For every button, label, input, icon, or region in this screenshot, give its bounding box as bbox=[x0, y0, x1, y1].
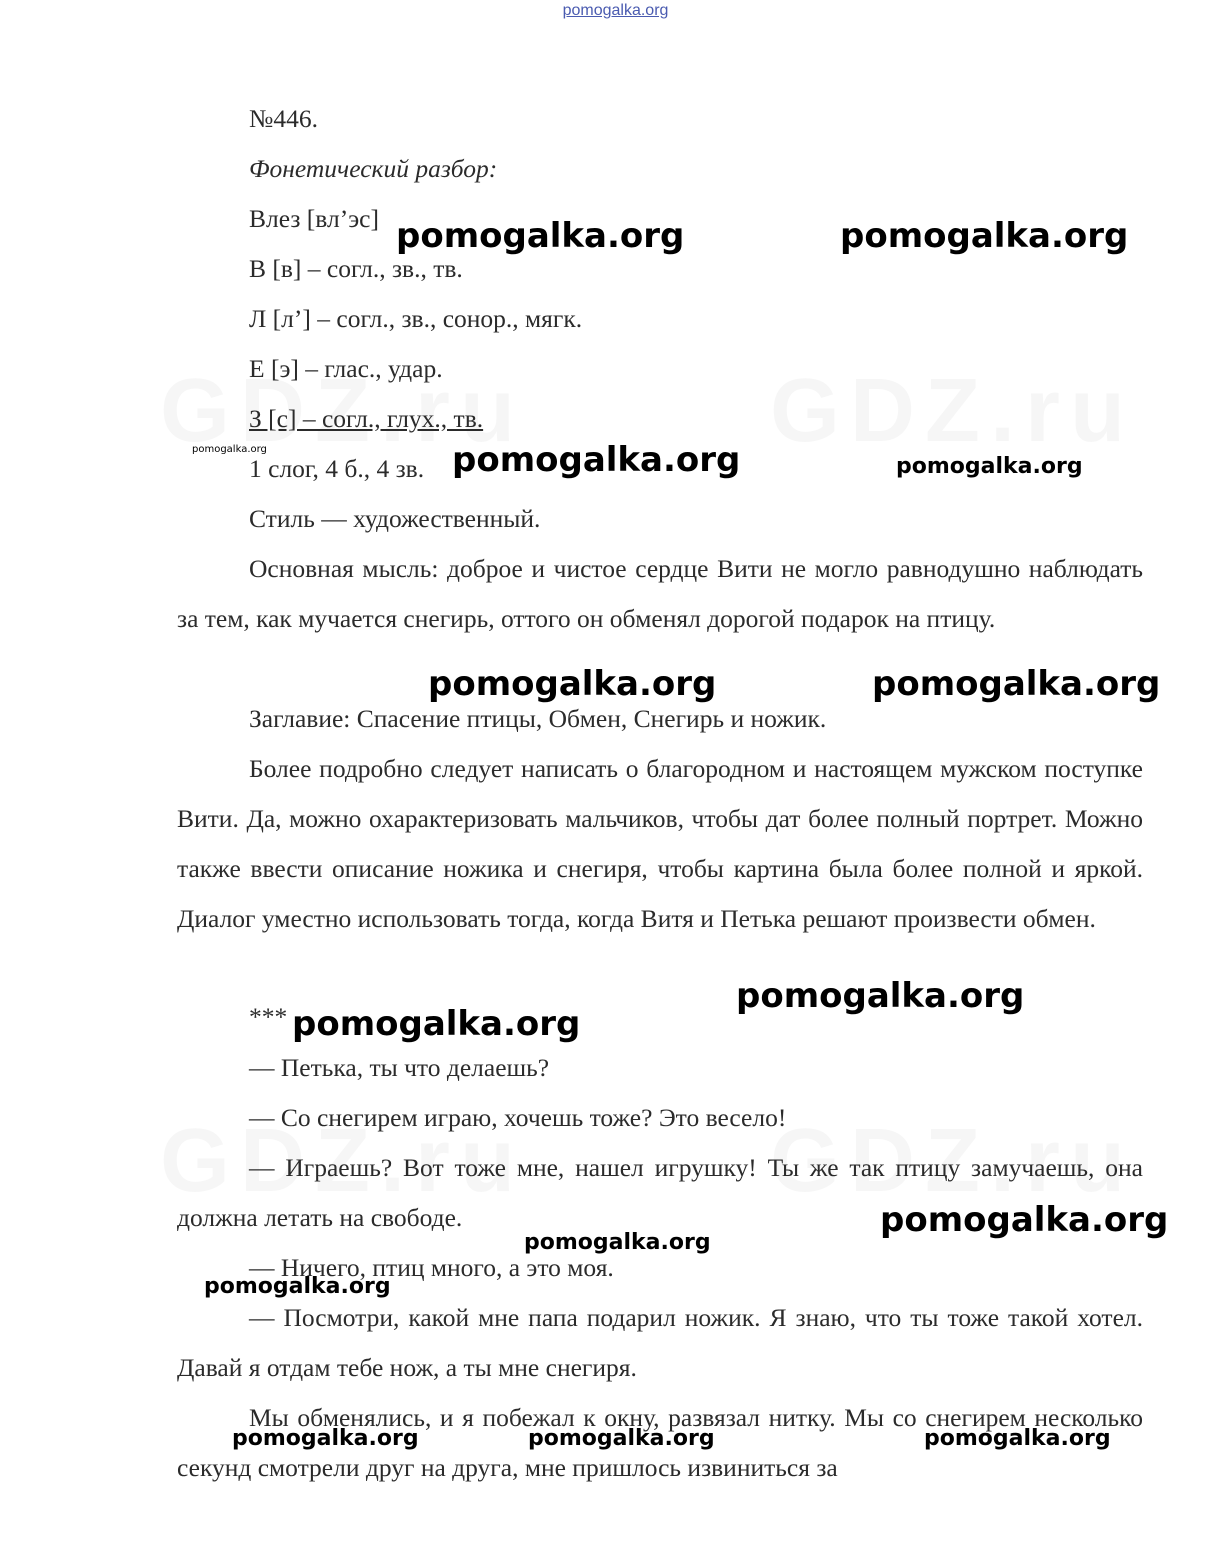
watermark-overlay: pomogalka.org bbox=[232, 1426, 419, 1451]
section-heading: Фонетический разбор: bbox=[249, 154, 498, 183]
separator: *** bbox=[249, 1002, 288, 1031]
watermark-overlay: pomogalka.org bbox=[396, 216, 685, 256]
main-idea-paragraph: Основная мысль: доброе и чистое сердце Вити не могло равнодушно наблюдать за тем, как мучается снегирь, оттого он обменял дорогой подарок на птицу. bbox=[177, 554, 1143, 633]
style-line: Стиль — художественный. bbox=[249, 504, 541, 533]
watermark-overlay: pomogalka.org bbox=[428, 664, 717, 704]
site-link[interactable]: pomogalka.org bbox=[562, 2, 669, 19]
dialogue-line: — Играешь? Вот тоже мне, нашел игрушку! Ты же так птицу замучаешь, она должна летать на свободе. bbox=[177, 1153, 1143, 1232]
watermark-overlay: pomogalka.org bbox=[924, 1426, 1111, 1451]
advice-paragraph: Более подробно следует написать о благородном и настоящем мужском поступке Вити. Да, можно охарактеризовать мальчиков, чтобы дат более полный портрет. Можно также ввести описание ножика и снегиря, чтобы картина была более полной и яркой. Диалог уместно использовать тогда, когда Витя и Петька решают произвести обмен. bbox=[177, 754, 1143, 933]
summary-line: 1 слог, 4 б., 4 зв. bbox=[249, 454, 425, 483]
task-number: №446. bbox=[249, 104, 318, 133]
watermark-overlay: pomogalka.org bbox=[896, 454, 1083, 479]
faint-watermark bbox=[770, 360, 1135, 463]
parsed-word: Влез [вл’эс] bbox=[249, 204, 379, 233]
sound-line: В [в] – согл., зв., тв. bbox=[249, 254, 463, 283]
watermark-overlay: pomogalka.org bbox=[840, 216, 1129, 256]
sound-line: З [с] – согл., глух., тв. bbox=[249, 404, 484, 433]
watermark-overlay: pomogalka.org bbox=[452, 440, 741, 480]
title-options-line: Заглавие: Спасение птицы, Обмен, Снегирь и ножик. bbox=[249, 704, 827, 733]
dialogue-line: — Посмотри, какой мне папа подарил ножик. Я знаю, что ты тоже такой хотел. Давай я отдам тебе нож, а ты мне снегиря. bbox=[177, 1303, 1143, 1382]
watermark-overlay: pomogalka.org bbox=[872, 664, 1161, 704]
watermark-overlay: pomogalka.org bbox=[204, 1274, 391, 1299]
ending-paragraph: Мы обменялись, и я побежал к окну, развязал нитку. Мы со снегирем несколько секунд смотрели друг на друга, мне пришлось извиниться за bbox=[177, 1403, 1143, 1482]
watermark-overlay: pomogalka.org bbox=[524, 1230, 711, 1255]
watermark-overlay: pomogalka.org bbox=[880, 1200, 1169, 1240]
dialogue-line: — Ничего, птиц много, а это моя. bbox=[249, 1253, 614, 1282]
dialogue-line: — Петька, ты что делаешь? bbox=[249, 1053, 550, 1082]
watermark-overlay: pomogalka.org bbox=[736, 976, 1025, 1016]
sound-line: Е [э] – глас., удар. bbox=[249, 354, 443, 383]
sound-line: Л [л’] – согл., зв., сонор., мягк. bbox=[249, 304, 583, 333]
watermark-overlay: pomogalka.org bbox=[528, 1426, 715, 1451]
watermark-overlay: pomogalka.org bbox=[192, 444, 267, 455]
watermark-overlay: pomogalka.org bbox=[292, 1004, 581, 1044]
dialogue-line: — Со снегирем играю, хочешь тоже? Это весело! bbox=[249, 1103, 787, 1132]
